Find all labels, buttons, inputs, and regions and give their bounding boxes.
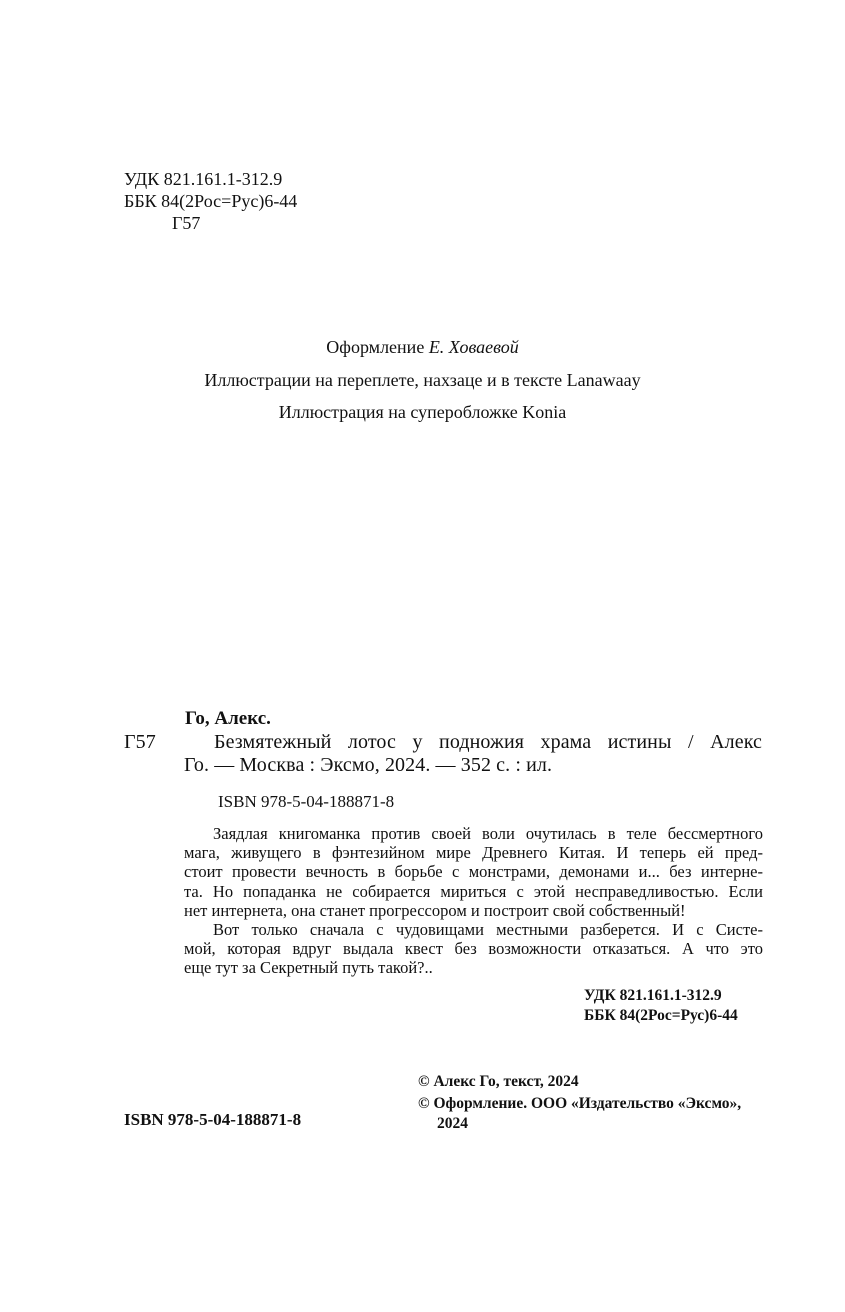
author-heading: Го, Алекс. [185,708,271,729]
illustrations-credit: Иллюстрации на переплете, нахзаце и в тексте Lanawaay [204,370,641,390]
annotation-line: еще тут за Секретный путь такой?.. [184,958,433,978]
book-title-line-1: Безмятежный лотос у подножия храма истины / Алекс [214,731,762,753]
copyright-text: © Алекс Го, текст, 2024 [418,1073,579,1090]
design-credit [0,337,845,358]
cover-illustration-credit: Иллюстрация на суперобложке Konia [278,402,567,422]
annotation-line: мага, живущего в фэнтезийном мире Древнего Китая. И теперь ей пред- [184,843,763,863]
udk-code-bottom: УДК 821.161.1-312.9 [584,987,722,1004]
isbn-footer: ISBN 978-5-04-188871-8 [124,1110,302,1129]
annotation-line: та. Но попаданка не собирается мириться с этой несправедливостью. Если [184,881,763,901]
bbk-code: ББК 84(2Рос=Рус)6-44 [124,191,298,211]
annotation-line: мой, которая вдруг выдала квест без возможности отказаться. А что это [184,939,763,959]
copyright-design-line-1: © Оформление. ООО «Издательство «Эксмо», [418,1095,742,1112]
annotation [184,824,763,978]
author-mark: Г57 [172,213,201,233]
udk-code: УДК 821.161.1-312.9 [124,169,283,189]
annotation-line: Вот только сначала с чудовищами местными разберется. И с Систе- [213,920,763,940]
annotation-line: Заядлая книгоманка против своей воли очутилась в теле бессмертного [213,824,763,843]
design-credit-name: Е. Ховаевой [428,337,519,357]
annotation-line: нет интернета, она станет прогрессором и построит свой собственный! [184,900,686,920]
isbn-record: ISBN 978-5-04-188871-8 [218,792,395,811]
annotation-line: стоит провести вечность в борьбе с монстрами, демонами и... без интерне- [184,862,763,882]
bibliography-author-mark: Г57 [124,731,156,753]
copyright-design-line-2: 2024 [437,1115,468,1132]
book-title-line-2: Го. — Москва : Эксмо, 2024. — 352 с. : ил. [184,754,553,776]
bbk-code-bottom: ББК 84(2Рос=Рус)6-44 [584,1007,738,1024]
design-credit-prefix: Оформление [326,337,429,357]
